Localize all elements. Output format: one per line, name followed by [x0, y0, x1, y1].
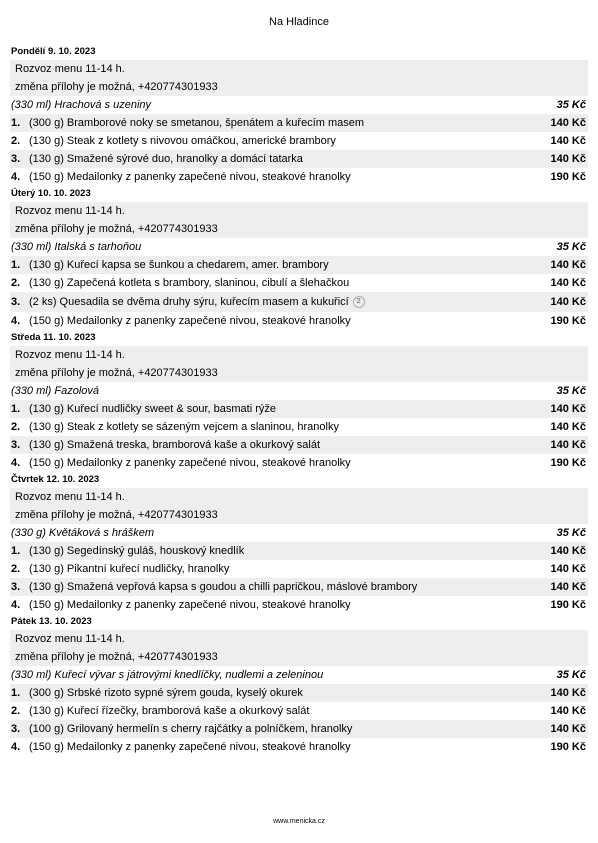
item-number: 2.	[11, 705, 21, 717]
item-price: 140 Kč	[550, 563, 586, 575]
item-price: 140 Kč	[550, 403, 586, 415]
menu-item-row	[10, 720, 588, 738]
item-name: (150 g) Medailonky z panenky zapečené nivou, steakové hranolky	[29, 457, 351, 469]
soup-price: 35 Kč	[556, 99, 586, 111]
soup-name: (330 ml) Fazolová	[11, 385, 100, 397]
day-date: Pátek 13. 10. 2023	[11, 616, 92, 627]
item-name: (130 g) Zapečená kotleta s brambory, slaninou, cibulí a šlehačkou	[29, 277, 350, 289]
delivery-info: změna přílohy je možná, +420774301933	[10, 364, 588, 382]
item-name: (130 g) Smažená treska, bramborová kaše a okurkový salát	[29, 439, 321, 451]
soup-price: 35 Kč	[556, 527, 586, 539]
item-name: (300 g) Srbské rizoto sypné sýrem gouda, kyselý okurek	[29, 687, 303, 699]
menu-item-row	[10, 454, 588, 472]
item-price: 190 Kč	[550, 741, 586, 753]
item-number: 2.	[11, 135, 21, 147]
item-name: (2 ks) Quesadila se dvěma druhy sýru, kuřecím masem a kukuřicí	[29, 296, 349, 308]
item-price: 140 Kč	[550, 117, 586, 129]
item-name: (150 g) Medailonky z panenky zapečené nivou, steakové hranolky	[29, 171, 351, 183]
item-number: 4.	[11, 599, 21, 611]
item-price: 140 Kč	[550, 259, 586, 271]
menu-item-row	[10, 312, 588, 330]
item-name: (130 g) Kuřecí řízečky, bramborová kaše a okurkový salát	[29, 705, 310, 717]
delivery-info: Rozvoz menu 11-14 h.	[10, 346, 588, 364]
menu-item-row	[10, 292, 588, 312]
menu-item-row	[10, 132, 588, 150]
soup-price: 35 Kč	[556, 669, 586, 681]
day-section	[10, 330, 588, 472]
item-name: (130 g) Steak z kotlety se sázeným vejcem a slaninou, hranolky	[29, 421, 339, 433]
footer-link[interactable]: www.menicka.cz	[273, 818, 325, 825]
item-number: 1.	[11, 403, 21, 415]
item-name: (150 g) Medailonky z panenky zapečené nivou, steakové hranolky	[29, 599, 351, 611]
menu-item-row	[10, 168, 588, 186]
item-number: 1.	[11, 259, 21, 271]
item-name: (300 g) Bramborové noky se smetanou, špenátem a kuřecím masem	[29, 117, 365, 129]
menu-item-row	[10, 738, 588, 756]
menu-item-row	[10, 418, 588, 436]
day-section	[10, 186, 588, 330]
item-price: 190 Kč	[550, 315, 586, 327]
item-name: (130 g) Pikantní kuřecí nudličky, hranolky	[29, 563, 230, 575]
item-name: (130 g) Kuřecí nudličky sweet & sour, basmati rýže	[29, 403, 276, 415]
menu-item-row	[10, 114, 588, 132]
restaurant-title: Na Hladince	[269, 16, 329, 28]
item-price: 140 Kč	[550, 296, 586, 308]
soup-row	[10, 666, 588, 684]
menu-item-row	[10, 560, 588, 578]
menu-item-row	[10, 542, 588, 560]
item-name: (130 g) Smažené sýrové duo, hranolky a domácí tatarka	[29, 153, 303, 165]
item-price: 190 Kč	[550, 171, 586, 183]
soup-row	[10, 238, 588, 256]
item-price: 140 Kč	[550, 687, 586, 699]
day-section	[10, 614, 588, 756]
menu-item-row	[10, 400, 588, 418]
soup-name: (330 ml) Hrachová s uzeniny	[11, 99, 152, 111]
item-price: 140 Kč	[550, 723, 586, 735]
item-number: 1.	[11, 545, 21, 557]
menu-item-row	[10, 596, 588, 614]
delivery-info: Rozvoz menu 11-14 h.	[10, 202, 588, 220]
day-section	[10, 44, 588, 186]
item-name: (150 g) Medailonky z panenky zapečené nivou, steakové hranolky	[29, 741, 351, 753]
item-price: 140 Kč	[550, 277, 586, 289]
item-number: 4.	[11, 741, 21, 753]
day-section	[10, 472, 588, 614]
item-number: 1.	[11, 687, 21, 699]
item-name: (130 g) Segedínský guláš, houskový knedlík	[29, 545, 245, 557]
delivery-info: Rozvoz menu 11-14 h.	[10, 488, 588, 506]
item-number: 3.	[11, 153, 21, 165]
soup-row	[10, 382, 588, 400]
menu-item-row	[10, 274, 588, 292]
item-name: (100 g) Grilovaný hermelín s cherry rajčátky a polníčkem, hranolky	[29, 723, 353, 735]
delivery-info: změna přílohy je možná, +420774301933	[10, 220, 588, 238]
item-price: 140 Kč	[550, 135, 586, 147]
item-price: 140 Kč	[550, 421, 586, 433]
menu-item-row	[10, 578, 588, 596]
item-name: (130 g) Kuřecí kapsa se šunkou a chedarem, amer. brambory	[29, 259, 329, 271]
delivery-info: Rozvoz menu 11-14 h.	[10, 60, 588, 78]
soup-row	[10, 96, 588, 114]
soup-price: 35 Kč	[556, 241, 586, 253]
item-price: 140 Kč	[550, 439, 586, 451]
delivery-info: Rozvoz menu 11-14 h.	[10, 630, 588, 648]
item-number: 3.	[11, 296, 21, 308]
soup-row	[10, 524, 588, 542]
menu-item-row	[10, 684, 588, 702]
item-price: 190 Kč	[550, 599, 586, 611]
item-price: 140 Kč	[550, 153, 586, 165]
item-price: 140 Kč	[550, 545, 586, 557]
item-number: 4.	[11, 315, 21, 327]
day-date: Středa 11. 10. 2023	[11, 332, 96, 343]
menu-item-row	[10, 256, 588, 274]
item-price: 140 Kč	[550, 705, 586, 717]
day-date: Čtvrtek 12. 10. 2023	[11, 474, 100, 485]
item-number: 2.	[11, 277, 21, 289]
allergen-badge: 2	[353, 296, 365, 308]
delivery-info: změna přílohy je možná, +420774301933	[10, 78, 588, 96]
soup-price: 35 Kč	[556, 385, 586, 397]
soup-name: (330 ml) Kuřecí vývar s játrovými knedlíčky, nudlemi a zeleninou	[11, 669, 324, 681]
item-name: (130 g) Steak z kotlety s nivovou omáčkou, americké brambory	[29, 135, 336, 147]
menu-item-row	[10, 436, 588, 454]
item-number: 4.	[11, 171, 21, 183]
item-price: 190 Kč	[550, 457, 586, 469]
day-date: Úterý 10. 10. 2023	[11, 188, 91, 199]
item-name: (150 g) Medailonky z panenky zapečené nivou, steakové hranolky	[29, 315, 351, 327]
delivery-info: změna přílohy je možná, +420774301933	[10, 506, 588, 524]
soup-name: (330 ml) Italská s tarhoňou	[11, 241, 142, 253]
item-number: 3.	[11, 723, 21, 735]
item-number: 2.	[11, 563, 21, 575]
days-container	[0, 44, 598, 756]
item-number: 1.	[11, 117, 21, 129]
item-number: 3.	[11, 581, 21, 593]
item-number: 2.	[11, 421, 21, 433]
menu-item-row	[10, 702, 588, 720]
soup-name: (330 g) Květáková s hráškem	[11, 527, 155, 539]
menu-item-row	[10, 150, 588, 168]
item-name: (130 g) Smažená vepřová kapsa s goudou a chilli papričkou, máslové brambory	[29, 581, 418, 593]
delivery-info: změna přílohy je možná, +420774301933	[10, 648, 588, 666]
item-number: 4.	[11, 457, 21, 469]
item-price: 140 Kč	[550, 581, 586, 593]
day-date: Pondělí 9. 10. 2023	[11, 46, 96, 57]
item-number: 3.	[11, 439, 21, 451]
